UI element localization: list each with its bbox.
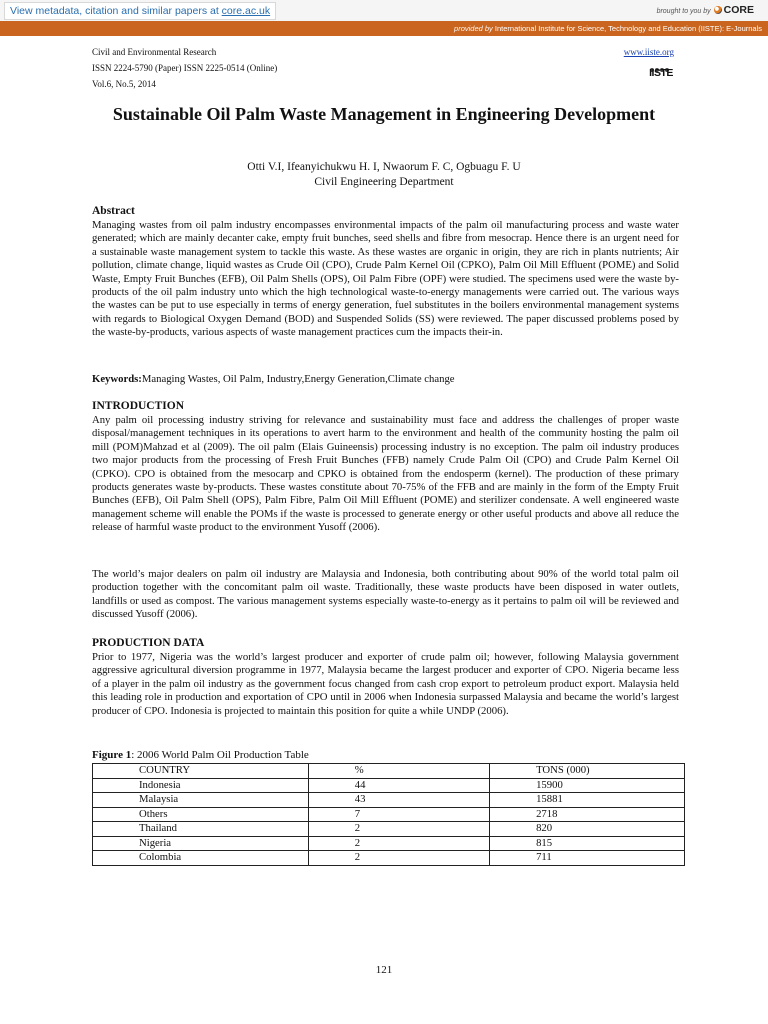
table-row — [93, 851, 685, 866]
iiste-logo-text: IISTE — [649, 67, 673, 79]
table-header-tons: TONS (000) — [490, 764, 685, 779]
logo-dots-icon — [650, 59, 672, 67]
table-cell-percent: 44 — [308, 778, 489, 793]
keywords-line — [92, 373, 679, 386]
table-cell-country: Nigeria — [93, 836, 309, 851]
journal-issn: ISSN 2224-5790 (Paper) ISSN 2225-0514 (Online) — [92, 63, 278, 73]
table-cell-country: Indonesia — [93, 778, 309, 793]
table-cell-percent: 7 — [308, 807, 489, 822]
table-header-country: COUNTRY — [93, 764, 309, 779]
production-table — [92, 763, 685, 866]
table-cell-tons: 820 — [490, 822, 685, 837]
core-link-site[interactable]: core.ac.uk — [221, 5, 271, 17]
paper-affiliation: Civil Engineering Department — [314, 176, 454, 188]
table-cell-tons: 2718 — [490, 807, 685, 822]
table-cell-tons: 711 — [490, 851, 685, 866]
table-row — [93, 822, 685, 837]
table-cell-percent: 2 — [308, 851, 489, 866]
table-cell-tons: 815 — [490, 836, 685, 851]
iiste-logo — [648, 59, 674, 83]
table-row — [93, 836, 685, 851]
journal-volume: Vol.6, No.5, 2014 — [92, 79, 156, 89]
keywords-text: Managing Wastes, Oil Palm, Industry,Energy Generation,Climate change — [141, 373, 455, 385]
production-data-paragraph: Prior to 1977, Nigeria was the world’s largest producer and exporter of crude palm oil; however, following Malaysia government aggressive agricultural diversion programme in 1977, Malaysia became the largest producer and exporter of CPO. Nigeria became less of a player in the palm oil industry as the government focus changed from cash crop export to petroleum product export. Malaysia held this leading role in production and exportation of CPO until in 2006 when Indonesia surpassed Malaysia and became the world’s largest producer of CPO. Indonesia is projected to maintain this position for quite a while UNDP (2006). — [92, 651, 679, 717]
figure-label: Figure 1 — [92, 749, 132, 761]
paper-authors: Otti V.I, Ifeanyichukwu H. I, Nwaorum F. C, Ogbuagu F. U — [247, 161, 521, 173]
introduction-paragraph-1: Any palm oil processing industry striving for relevance and sustainability must face and address the challenges of proper waste disposal/management techniques in its operations to avert harm to the environment and health of the community hosting the palm oil mill (POM)Mahzad et al (2009). The oil palm (Elais Guineensis) processing industry is no exception. The palm oil industry produces two major products from the processing of Fresh Fruit Bunches (FFB) namely Crude Palm Oil (CPO) and Crude Palm Kernel Oil (CPKO). CPO is obtained from the mesocarp and CPKO is obtained from the endosperm (kernel). The production of these primary products generates waste by-products. These wastes constitute about 70-75% of the FFB and are mainly in the form of the Empty Fruit Bunches (EFB), Oil Palm Shell (OPS), Palm Fibre, Palm Oil Mill Effluent (POME) and sterilizer condensate. A well engineered waste management scheme will enable the POMs if the waste is processed to generate energy or other useful products and above all reduce the release of harmful waste product to the environment Yusoff (2006). — [92, 414, 679, 534]
core-banner — [0, 0, 768, 22]
introduction-heading: INTRODUCTION — [92, 400, 185, 412]
table-cell-country: Colombia — [93, 851, 309, 866]
core-logo-icon — [714, 6, 722, 14]
table-cell-percent: 43 — [308, 793, 489, 808]
page-number: 121 — [375, 964, 393, 976]
provided-by-label: provided by — [454, 24, 493, 33]
brought-to-you-label: brought to you by — [656, 8, 711, 15]
core-link-prefix[interactable]: View metadata, citation and similar papers at — [10, 5, 222, 17]
table-cell-country: Others — [93, 807, 309, 822]
table-cell-country: Malaysia — [93, 793, 309, 808]
journal-name: Civil and Environmental Research — [92, 47, 217, 57]
table-cell-percent: 2 — [308, 836, 489, 851]
figure-caption-text: : 2006 World Palm Oil Production Table — [131, 749, 309, 761]
production-data-heading: PRODUCTION DATA — [92, 637, 205, 649]
provider-name[interactable]: International Institute for Science, Technology and Education (IISTE): E-Journals — [494, 24, 762, 33]
paper-title: Sustainable Oil Palm Waste Management in Engineering Development — [112, 104, 656, 124]
table-header-row — [93, 764, 685, 779]
core-brought-by[interactable] — [657, 3, 754, 19]
table-header-percent: % — [308, 764, 489, 779]
introduction-paragraph-2: The world’s major dealers on palm oil industry are Malaysia and Indonesia, both contributing about 90% of the world total palm oil production together with the concomitant palm oil waste. Traditionally, these waste products have been disposed in water outlets, landfills or used as compost. The various management systems especially waste-to-energy as it pertains to palm oil will be reviewed and discussed Yusoff (2006). — [92, 568, 679, 621]
table-row — [93, 793, 685, 808]
journal-url-link[interactable]: www.iiste.org — [623, 47, 674, 57]
figure-caption — [92, 749, 309, 762]
table-cell-tons: 15881 — [490, 793, 685, 808]
abstract-heading: Abstract — [92, 205, 135, 217]
abstract-text: Managing wastes from oil palm industry encompasses environmental impacts of the palm oil manufacturing process and waste water generated; which are mainly decanter cake, empty fruit bunches, seed shells and fibre from mesocrap. Hence there is an urgent need for a sustainable waste management system to tackle this waste. As these wastes are organic in origin, they are rich in plants nutrients; Air pollution, climate change, liquid wastes as Crude Oil (CPO), Crude Palm Kernel Oil (CPKO), Palm Oil Mill Effluent (POME) and Solid Waste, Empty Fruit Bunches (EFB), Oil Palm Shells (OPS), Oil Palm Fibre (OPF) were studied. The specimens used were the waste by-products of the oil palm industry unto which the high technological waste-to-energy managements were carried out. The various ways the wastes can be put to use especially in terms of energy generation, fuel substitutes in the boilers environmental management systems with regards to Biological Oxygen Demand (BOD) and Suspended Solids (SS) were reviewed. The paper discussed problems posed by the waste-by-products, various aspects of waste management practices cum the impacts their-in. — [92, 219, 679, 339]
keywords-label: Keywords: — [92, 373, 142, 385]
core-provider-bar — [0, 21, 768, 36]
core-metadata-link[interactable] — [4, 2, 276, 20]
core-logo-text: CORE — [723, 4, 754, 16]
table-row — [93, 807, 685, 822]
table-cell-percent: 2 — [308, 822, 489, 837]
table-cell-tons: 15900 — [490, 778, 685, 793]
table-cell-country: Thailand — [93, 822, 309, 837]
table-row — [93, 778, 685, 793]
